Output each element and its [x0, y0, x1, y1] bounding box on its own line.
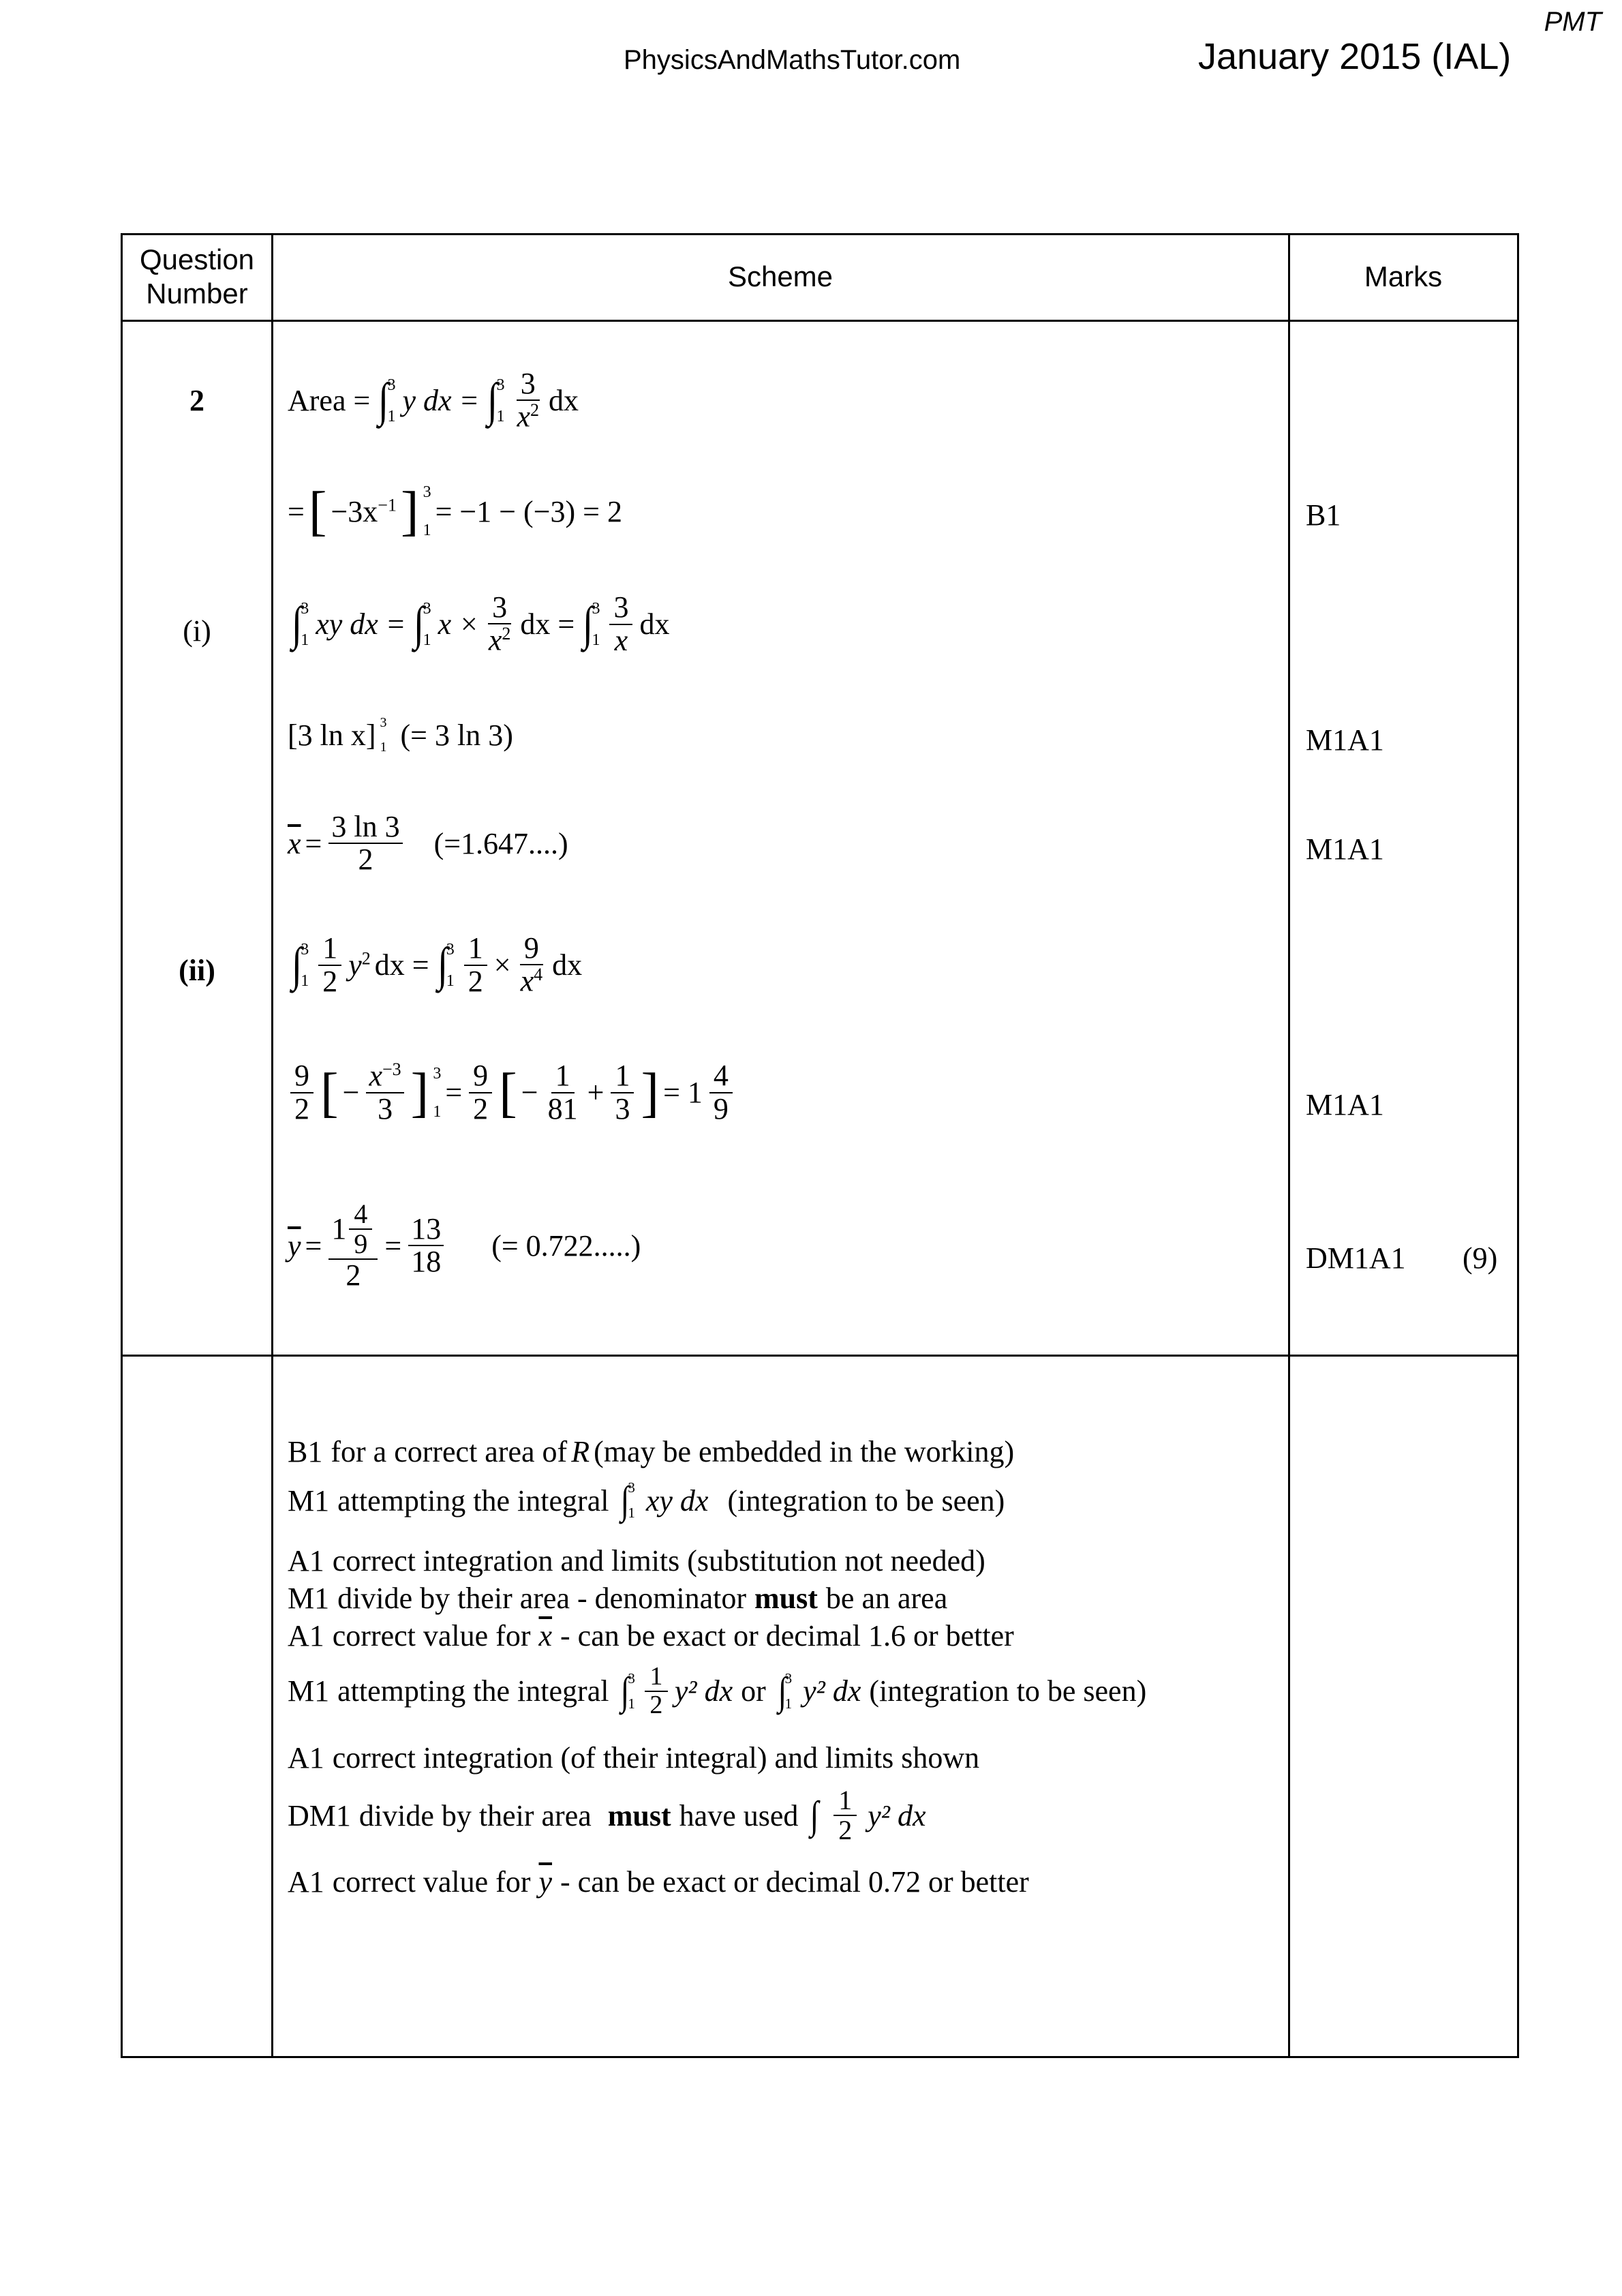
fraction: $\frac{3}{x}$ — [609, 592, 632, 656]
mark-b1: B1 — [1306, 498, 1341, 532]
text: (=1.647....) — [433, 826, 568, 860]
text: dx = — [374, 948, 429, 982]
text: dx — [639, 607, 670, 641]
fraction: $\frac{3 \ln 3}{2}$ — [328, 811, 402, 875]
limits: 3 1 — [380, 715, 387, 755]
text: $-3x^{-1}$ — [331, 494, 397, 528]
site-name: PhysicsAndMathsTutor.com — [624, 45, 961, 75]
text: Area = — [288, 384, 371, 418]
text: dx — [548, 384, 579, 418]
text: × — [493, 948, 511, 982]
column-header-marks: Marks — [1364, 260, 1443, 292]
part-i-label: (i) — [183, 614, 211, 648]
fraction: $\frac{9}{2}$ — [290, 1060, 313, 1124]
text: − — [342, 1076, 360, 1110]
text: = 1 — [663, 1076, 703, 1110]
integral-sign: ∫ 3 1 — [583, 597, 600, 650]
text: + — [587, 1076, 605, 1110]
fraction: $\frac{9}{x^4}$ — [520, 931, 543, 998]
note-a1: A1 correct integration and limits (substitution not needed) — [288, 1544, 985, 1577]
scheme-line-integrated — [288, 716, 513, 754]
column-header-question-number — [121, 243, 273, 310]
bracket: [ — [499, 1062, 517, 1123]
bracket: [ — [320, 1062, 339, 1123]
text: dx = — [520, 607, 575, 641]
note-m1-divide: M1 divide by their area - denominator must be an area — [288, 1582, 948, 1615]
fraction: $\frac{3}{x^2}$ — [488, 590, 511, 657]
note-m1-moment-y: M1 attempting the integral ∫ 3 1 $\frac{1}{2}$ y² dx or ∫ 3 1 y² dx (integration to be seen) — [288, 1662, 1147, 1719]
note-dm1: DM1 divide by their area must have used ∫ $\frac{1}{2}$ y² dx — [288, 1785, 926, 1845]
exam-session: January 2015 (IAL) — [1198, 36, 1512, 77]
fraction: $\frac{1}{3}$ — [611, 1060, 634, 1124]
mark-m1a1: M1A1 — [1306, 1088, 1384, 1121]
bracket: ] — [641, 1062, 660, 1123]
scheme-line-y-bar — [288, 1200, 641, 1291]
fraction: 1 $\frac{4}{9}$ 2 — [328, 1200, 378, 1291]
mark-m1a1: M1A1 — [1306, 723, 1384, 757]
note-m1-moment-x: M1 attempting the integral ∫ 3 1 xy dx (integration to be seen) — [288, 1478, 1005, 1522]
text: [3 ln x] — [288, 718, 376, 752]
mark-dm1a1: DM1A1 — [1306, 1241, 1406, 1275]
header-line: Number — [146, 277, 248, 309]
text: = — [305, 826, 322, 860]
integral-sign: ∫ 3 1 — [378, 374, 396, 427]
scheme-line-area-result — [288, 481, 622, 541]
note-b1: B1 for a correct area of R (may be embedded in the working) — [288, 1435, 1015, 1468]
fraction: $\frac{3}{x^2}$ — [517, 367, 539, 434]
text: = — [288, 494, 305, 528]
fraction: $\frac{4}{9}$ — [709, 1060, 733, 1124]
fraction: $\frac{9}{2}$ — [469, 1060, 492, 1124]
question-number: 2 — [189, 384, 204, 417]
fraction: $\frac{x^{-3}}{3}$ — [366, 1060, 403, 1125]
total-marks: (9) — [1463, 1241, 1498, 1275]
text: = — [305, 1228, 322, 1263]
integral-sign: ∫ 3 1 — [291, 597, 309, 650]
scheme-line-moment-x — [288, 592, 669, 656]
bracket: ] — [400, 481, 419, 541]
integral-sign: ∫ 3 1 — [291, 938, 309, 991]
fraction: $\frac{1}{2}$ — [318, 933, 341, 997]
fraction: $\frac{1}{81}$ — [547, 1059, 578, 1126]
scheme-line-x-bar — [288, 811, 568, 875]
limits: 3 1 — [423, 483, 431, 539]
scheme-line-moment-y — [288, 933, 582, 997]
fraction: $\frac{1}{2}$ — [464, 933, 487, 997]
text: x × — [438, 607, 479, 641]
pmt-label: PMT — [1544, 7, 1602, 37]
fraction: $\frac{13}{18}$ — [408, 1213, 444, 1278]
mark-m1a1: M1A1 — [1306, 832, 1384, 866]
column-header-scheme: Scheme — [727, 260, 833, 292]
limits: 3 1 — [433, 1064, 442, 1121]
text: (= 3 ln 3) — [400, 718, 513, 752]
scheme-line-moment-y-result — [288, 1060, 735, 1125]
text: (= 0.722.....) — [491, 1228, 641, 1263]
scheme-line-area — [288, 368, 579, 433]
text: − — [521, 1076, 538, 1110]
text: xy dx = — [316, 607, 406, 641]
note-a1-integration: A1 correct integration (of their integral) and limits shown — [288, 1741, 980, 1774]
text: = — [445, 1076, 463, 1110]
integral-sign: ∫ 3 1 — [437, 938, 455, 991]
part-ii-label: (ii) — [179, 954, 215, 987]
note-a1-y-bar: A1 correct value for $\overline{y}$ - can be exact or decimal 0.72 or better — [288, 1865, 1029, 1899]
header-line: Question — [139, 243, 255, 275]
text: y dx = — [402, 384, 480, 418]
integral-sign: ∫ 3 1 — [487, 374, 505, 427]
integral-sign: ∫ 3 1 — [414, 597, 431, 650]
text: $y^2$ — [348, 948, 371, 982]
y-bar-symbol: $\overline{y}$ — [288, 1228, 301, 1263]
x-bar-symbol: $\overline{x}$ — [288, 826, 301, 860]
bracket: ] — [410, 1062, 429, 1123]
bracket: [ — [308, 481, 327, 541]
text: dx — [552, 948, 583, 982]
text: = −1 − (−3) = 2 — [435, 494, 622, 528]
note-a1-x-bar: A1 correct value for $\overline{x}$ - can be exact or decimal 1.6 or better — [288, 1619, 1014, 1652]
text: = — [384, 1228, 402, 1263]
